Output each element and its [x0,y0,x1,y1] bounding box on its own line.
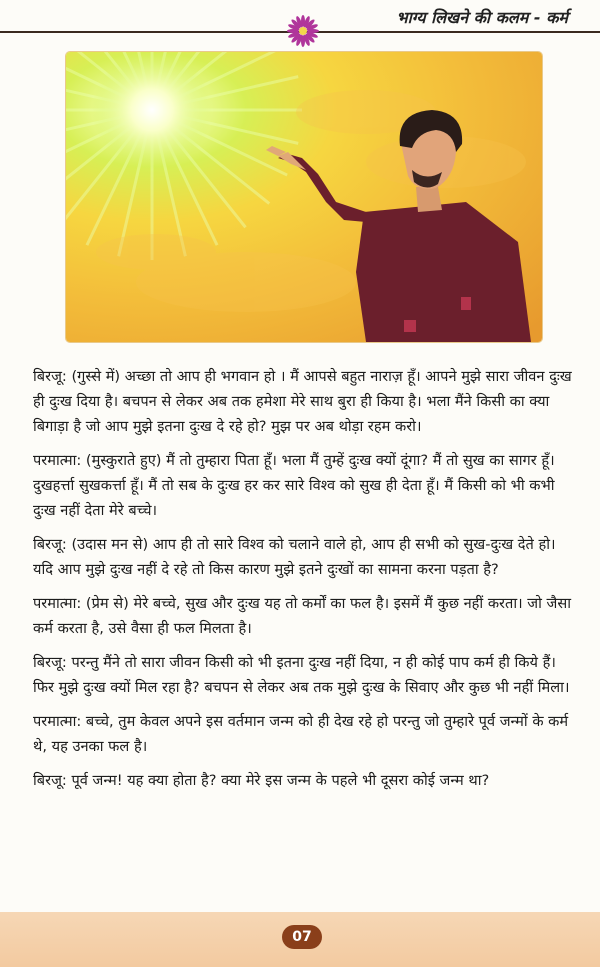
page-number: 07 [282,925,322,949]
flower-icon [286,14,320,48]
paragraph-7: बिरजू: पूर्व जन्म! यह क्या होता है? क्या मेरे इस जन्म के पहले भी दूसरा कोई जन्म था? [33,772,490,789]
paragraph-2: परमात्मा: (मुस्कुराते हुए) मैं तो तुम्हारा पिता हूँ। भला मैं तुम्हें दुःख क्यों दूंगा? मैं तो सुख का सागर हूँ। दुखहर्त्ता सुखकर्त्ता हूँ। मैं तो सब के दुःख हर कर सारे विश्व को सुख ही देता हूँ। मैं किसी को भी कभी दुःख नहीं देता मेरे बच्चे। [33,452,555,519]
page-header [0,0,600,44]
page-title: भाग्य लिखने की कलम - कर्म [392,6,572,28]
paragraph-4: परमात्मा: (प्रेम से) मेरे बच्चे, सुख और दुःख यह तो कर्मों का फल है। इसमें मैं कुछ नहीं करता। जो जैसा कर्म करता है, उसे वैसा ही फल मिलता है। [33,595,572,637]
sun-and-man-illustration [66,52,542,342]
paragraph-1: बिरजू: (गुस्से में) अच्छा तो आप ही भगवान हो । मैं आपसे बहुत नाराज़ हूँ। आपने मुझे सारा जीवन दुःख ही दुःख दिया है। बचपन से लेकर अब तक हमेशा मेरे साथ बुरा ही किया है। भला मैंने किसी का क्या बिगाड़ा है जो आप मुझे इतना दुःख दे रहे हो? मुझ पर अब थोड़ा रहम करो। [33,368,572,435]
story-text [33,364,573,802]
paragraph-3: बिरजू: (उदास मन से) आप ही तो सारे विश्व को चलाने वाले हो, आप ही सभी को सुख-दुःख देते हो। यदि आप मुझे दुःख नहीं दे रहे तो किस कारण मुझे इतने दुःखों का सामना करना पड़ता है? [33,536,556,578]
story-illustration [66,52,542,342]
paragraph-6: परमात्मा: बच्चे, तुम केवल अपने इस वर्तमान जन्म को ही देख रहे हो परन्तु जो तुम्हारे पूर्व जन्मों के कर्म थे, यह उनका फल है। [33,713,569,755]
paragraph-5: बिरजू: परन्तु मैंने तो सारा जीवन किसी को भी इतना दुःख नहीं दिया, न ही कोई पाप कर्म ही किये हैं। फिर मुझे दुःख क्यों मिल रहा है? बचपन से लेकर अब तक मुझे दुःख के सिवाए और कुछ भी नहीं मिला। [33,654,570,696]
